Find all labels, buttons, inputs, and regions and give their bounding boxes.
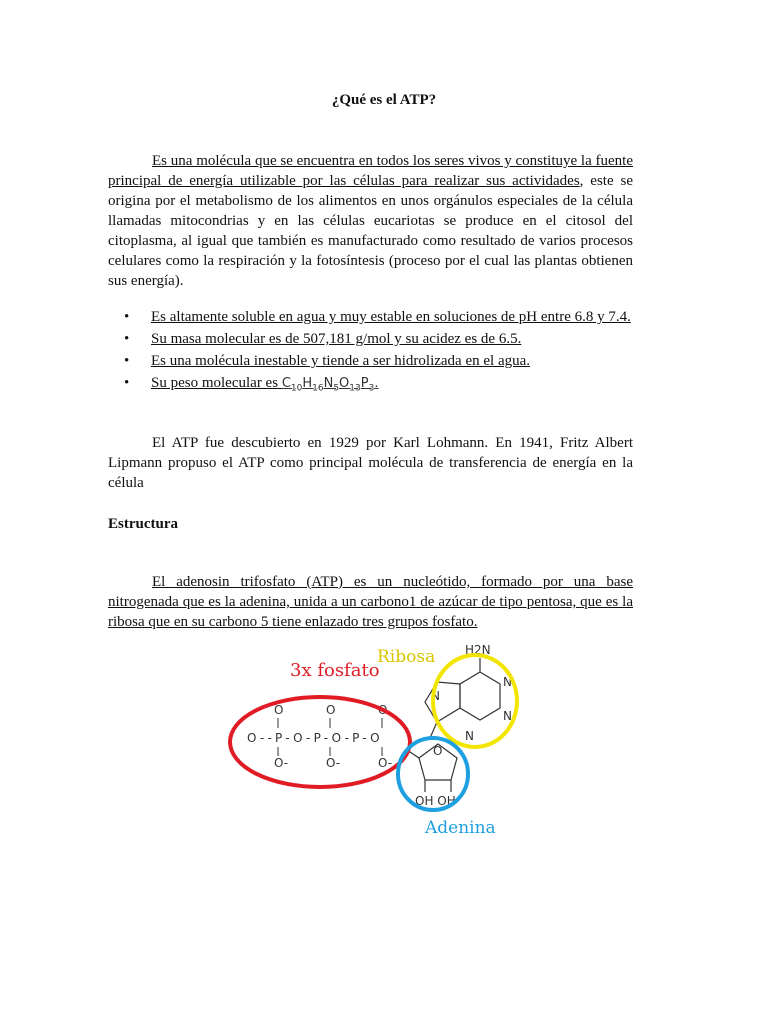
ring-nitrogen-1: N: [431, 689, 440, 703]
history-paragraph: [108, 433, 633, 493]
list-item: [108, 350, 668, 372]
list-item-text: Su peso molecular es: [151, 375, 282, 391]
structure-text: El adenosin trifosfato (ATP) es un nucleótido, formado por una base nitrogenada que es la adenina, unida a un carbono1 de azúcar de tipo pentosa, que es la ribosa que en su carbono 5 tiene enlazado tres grupos fosfato.: [108, 574, 633, 630]
properties-list: [108, 306, 668, 400]
phosphate-bottom-o-3: O-: [378, 756, 393, 770]
page-title: ¿Qué es el ATP?: [331, 92, 437, 108]
phosphate-top-o-2: O: [326, 703, 336, 717]
ring-nitrogen-2: N: [503, 675, 512, 689]
phosphate-bottom-o-2: O-: [326, 756, 341, 770]
phosphate-label: 3x fosfato: [290, 660, 380, 681]
ribose-oxygen: O: [433, 744, 443, 758]
ribose-ring: [407, 744, 457, 792]
intro-rest-text: , este se origina por el metabolismo de los alimentos en unos orgánulos especiales de la célula llamadas mitocondrias y en las células eucariotas se produce en el citosol del citoplasma, al igual que también es manufacturado como resultado de varios procesos celulares como la respiración y la fotosíntesis (proceso por el cual las plantas obtienen sus energía).: [108, 173, 633, 289]
intro-underlined-text: Es una molécula que se encuentra en todos los seres vivos y constituye la fuente principal de energía utilizable por las células para realizar sus actividades: [108, 153, 633, 189]
atp-structure-diagram: [225, 632, 525, 842]
structure-paragraph: [108, 572, 633, 632]
hydroxyl-groups: OH OH: [415, 794, 456, 808]
phosphate-bottom-o-1: O-: [274, 756, 289, 770]
list-item-text: Es altamente soluble en agua y muy estable en soluciones de pH entre 6.8 y 7.4.: [151, 309, 631, 325]
list-item-text: Es una molécula inestable y tiende a ser hidrolizada en el agua.: [151, 353, 531, 369]
phosphate-chain: O--P-O-P-O-P-O: [247, 731, 383, 745]
list-item: [108, 328, 668, 350]
amine-group: H2N: [465, 643, 491, 657]
ribose-highlight: [433, 655, 517, 747]
list-item: [108, 306, 668, 328]
adenine-label: Adenina: [425, 818, 496, 838]
list-item-text: Su masa molecular es de 507,181 g/mol y su acidez es de 6.5.: [151, 331, 522, 347]
intro-paragraph: [108, 151, 633, 291]
phosphate-top-o-3: O: [378, 703, 388, 717]
ring-nitrogen-4: N: [465, 729, 474, 743]
list-item: [108, 372, 668, 400]
ring-nitrogen-3: N: [503, 709, 512, 723]
phosphate-top-o-1: O: [274, 703, 284, 717]
phosphate-groups: [247, 703, 392, 770]
history-text: El ATP fue descubierto en 1929 por Karl Lohmann. En 1941, Fritz Albert Lipmann propuso el ATP como principal molécula de transferencia de energía en la célula: [108, 435, 633, 491]
molecular-formula: $C_{10}H_{16}N_5O_{13}P_3$.: [281, 376, 379, 394]
section-heading: Estructura: [108, 516, 178, 532]
ribose-label: Ribosa: [377, 647, 436, 667]
